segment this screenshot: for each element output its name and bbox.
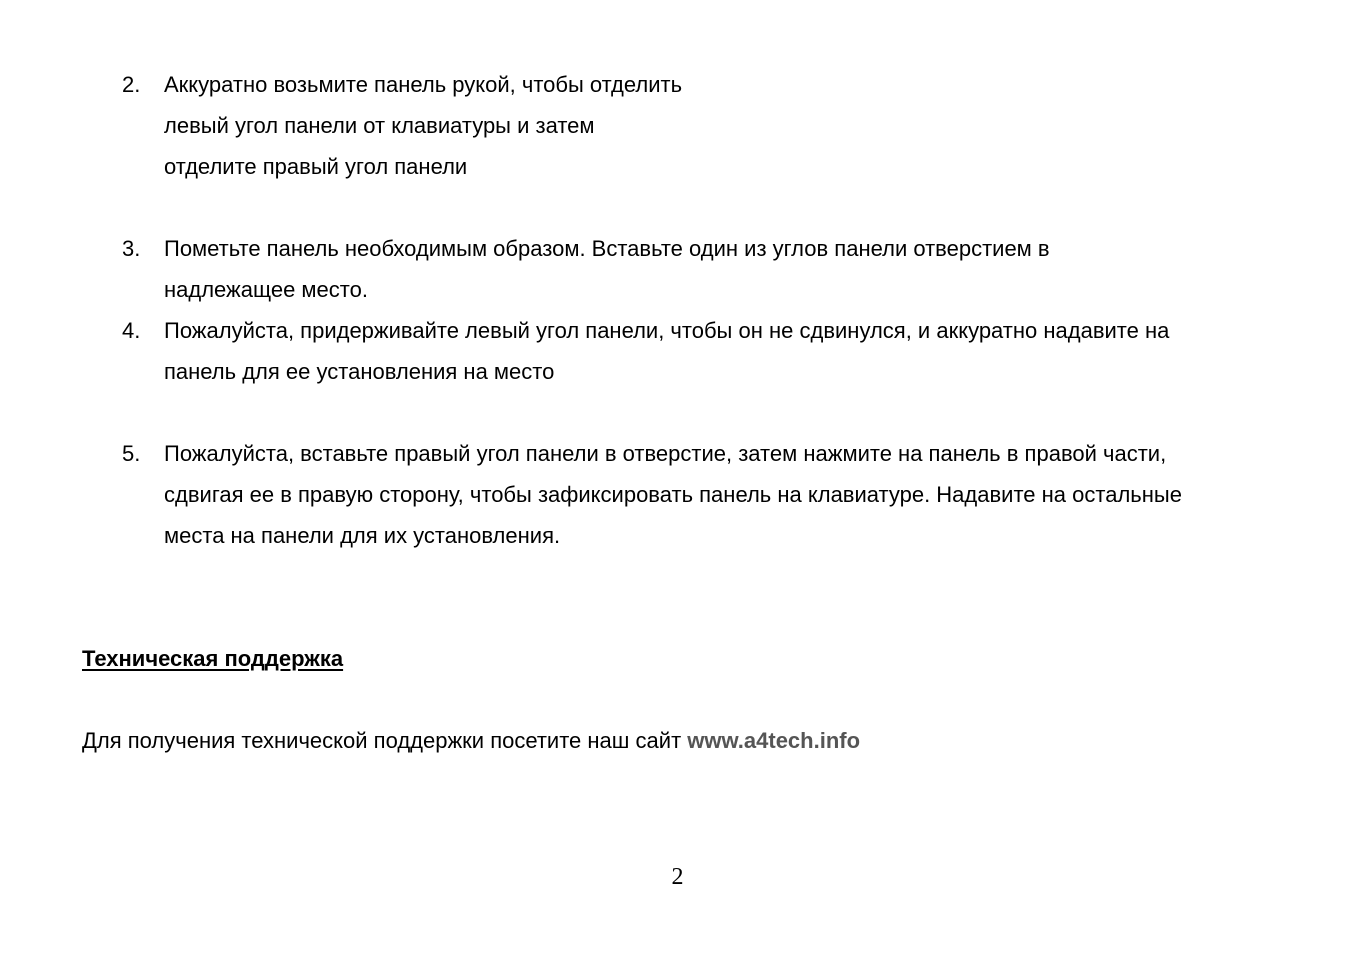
step-line: отделите правый угол панели — [164, 154, 468, 179]
step-line: сдвигая ее в правую сторону, чтобы зафиксировать панель на клавиатуре. Надавите на остальные — [164, 482, 1182, 507]
step-line: Аккуратно возьмите панель рукой, чтобы отделить — [164, 72, 683, 97]
list-item-step-3 — [122, 228, 1282, 310]
support-website-link[interactable]: www.a4tech.info — [687, 728, 861, 753]
step-number: 4. — [122, 318, 141, 343]
support-text: Для получения технической поддержки посетите наш сайт — [82, 728, 688, 753]
step-number: 3. — [122, 236, 141, 261]
support-paragraph — [82, 720, 860, 761]
step-number: 5. — [122, 441, 141, 466]
step-line: места на панели для их установления. — [164, 523, 561, 548]
step-line: левый угол панели от клавиатуры и затем — [164, 113, 595, 138]
list-item-step-5 — [122, 433, 1282, 556]
step-line: надлежащее место. — [164, 277, 368, 302]
section-heading-tech-support: Техническая поддержка — [82, 646, 344, 671]
step-text — [164, 64, 1282, 187]
step-text — [164, 310, 1282, 392]
step-number: 2. — [122, 72, 141, 97]
step-text — [164, 228, 1282, 310]
step-line: Пометьте панель необходимым образом. Вставьте один из углов панели отверстием в — [164, 236, 1050, 261]
page-number: 2 — [671, 864, 684, 890]
list-item-step-4 — [122, 310, 1282, 392]
step-line: Пожалуйста, придерживайте левый угол панели, чтобы он не сдвинулся, и аккуратно надавите на — [164, 318, 1170, 343]
step-line: Пожалуйста, вставьте правый угол панели в отверстие, затем нажмите на панель в правой части, — [164, 441, 1167, 466]
list-item-step-2 — [122, 64, 1282, 187]
step-line: панель для ее установления на место — [164, 359, 555, 384]
step-text — [164, 433, 1282, 556]
